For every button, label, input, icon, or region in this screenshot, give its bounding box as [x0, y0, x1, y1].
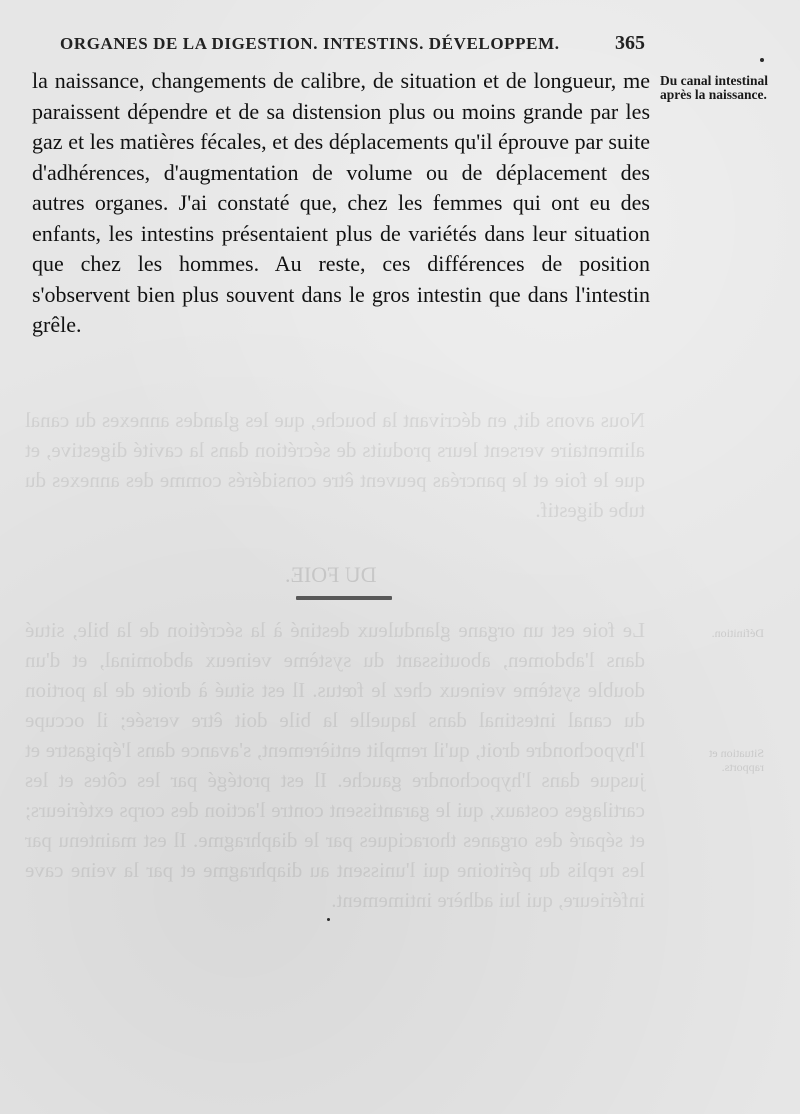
- bleed-through-margin-note: Situation et rapports.: [709, 746, 764, 774]
- ink-speck: [327, 918, 330, 921]
- bleed-through-text: Le foie est un organe glanduleux destiné à la sécrétion de la bile, situé dans l'abdomen, aboutissant du système veineux abdominal, et d'un double système veineux chez le fœtus. Il est situé à droite de la portion du canal intestinal dans laquelle la bile doit être versée; il occupe l'hypochondre droit, qu'il remplit entièrement, s'avance dans l'épigastre et jusque dans l'hypochondre gauche. Il est protégé par les côtes et les cartilages costaux, qui le garantissent contre l'action des corps extérieurs; et séparé des organes thoraciques par le diaphragme. Il est maintenu par les replis du péritoine qui l'unissent au diaphragme et par la veine cave inférieure, qui lui adhère intimement.: [25, 618, 645, 912]
- bleed-through-margin-note: Définition.: [711, 626, 764, 640]
- bleed-through-text: Nous avons dit, en décrivant la bouche, que les glandes annexes du canal alimentaire versent leurs produits de sécrétion dans la cavité digestive, et que le foie et le pancréas peuvent être considérés comme des annexes du tube digestif.: [25, 408, 645, 522]
- page-header: [60, 32, 645, 58]
- main-paragraph: la naissance, changements de calibre, de situation et de longueur, me paraissent dépendre et de sa distension plus ou moins grande par les gaz et les matières fécales, et des déplacements qu'il éprouve par suite d'adhérences, d'augmentation de volume ou de déplacement des autres organes. J'ai constaté que, chez les femmes qui ont eu des enfants, les intestins présentaient plus de variétés dans leur situation que chez les hommes. Au reste, ces différences de position s'observent bien plus souvent dans le gros intestin que dans l'intestin grêle.: [32, 68, 650, 337]
- page-number: 365: [615, 32, 645, 54]
- bleed-through-title: DU FOIE.: [285, 562, 377, 587]
- running-title: ORGANES DE LA DIGESTION. INTESTINS. DÉVELOPPEM.: [60, 34, 560, 53]
- ink-speck: [760, 58, 764, 62]
- margin-note: Du canal intestinal après la naissance.: [660, 73, 769, 102]
- ornamental-rule: [296, 596, 392, 600]
